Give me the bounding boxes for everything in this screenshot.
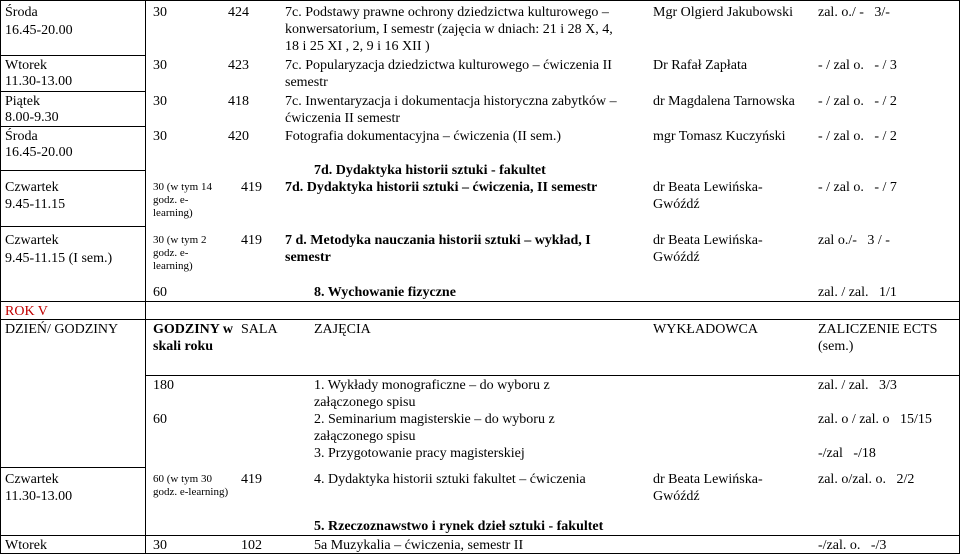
row-divider — [0, 55, 145, 56]
teacher-cell: Dr Rafał Zapłata — [653, 58, 748, 73]
room-cell: 419 — [241, 180, 262, 195]
time-cell: 8.00-9.30 — [5, 110, 59, 125]
credit-cell: -/zal -/18 — [818, 446, 876, 461]
time-cell: 16.45-20.00 — [5, 145, 73, 160]
room-cell: 420 — [228, 129, 249, 144]
credit-cell: zal. o/zal. o. 2/2 — [818, 472, 915, 487]
credit-cell: - / zal o. - / 2 — [818, 129, 897, 144]
subject-cell: 5. Rzeczoznawstwo i rynek dzieł sztuki - fakultet — [314, 519, 604, 534]
subject-cell: 7 d. Metodyka nauczania historii sztuki – wykład, I semestr — [285, 233, 591, 265]
credit-cell: zal. / zal. 3/3 — [818, 378, 897, 393]
subject-cell: 7c. Inwentaryzacja i dokumentacja historyczna zabytków – ćwiczenia II semestr — [285, 94, 617, 126]
room-cell: 102 — [241, 538, 262, 553]
room-cell: 424 — [228, 5, 249, 20]
day-cell: Piątek — [5, 94, 40, 109]
row-divider — [0, 126, 145, 127]
time-cell: 11.30-13.00 — [5, 489, 73, 504]
time-cell: 11.30-13.00 — [5, 74, 73, 89]
subject-cell: 4. Dydaktyka historii sztuki fakultet – ćwiczenia — [314, 472, 586, 487]
hours-cell: 30 — [153, 538, 167, 553]
row-divider — [0, 91, 145, 92]
teacher-cell: dr Magdalena Tarnowska — [653, 94, 795, 109]
hours-cell: 30 (w tym 14 godz. e-learning) — [153, 181, 212, 219]
credit-cell: zal. o / zal. o 15/15 — [818, 412, 932, 427]
time-cell: 9.45-11.15 (I sem.) — [5, 251, 113, 266]
room-cell: 418 — [228, 94, 249, 109]
column-divider — [145, 0, 146, 554]
subject-cell: Fotografia dokumentacyjna – ćwiczenia (II sem.) — [285, 129, 562, 144]
hours-cell: 30 — [153, 5, 167, 20]
day-cell: Czwartek — [5, 233, 59, 248]
row-divider — [0, 170, 145, 171]
subject-cell: 1. Wykłady monograficzne – do wyboru z załączonego spisu — [314, 378, 550, 410]
hours-cell: 30 — [153, 129, 167, 144]
row-divider — [0, 0, 960, 1]
section-heading: 7d. Dydaktyka historii sztuki - fakultet — [314, 163, 546, 178]
hours-cell: 180 — [153, 378, 174, 393]
subject-cell: 2. Seminarium magisterskie – do wyboru z załączonego spisu — [314, 412, 555, 444]
credit-cell: zal. / zal. 1/1 — [818, 285, 897, 300]
room-cell: 419 — [241, 472, 262, 487]
hours-cell: 60 (w tym 30 godz. e-learning) — [153, 473, 229, 498]
credit-cell: - / zal o. - / 3 — [818, 58, 897, 73]
row-divider — [0, 535, 960, 536]
hours-cell: 60 — [153, 285, 167, 300]
time-cell: 9.45-11.15 — [5, 197, 66, 212]
day-cell: Środa — [5, 129, 38, 144]
teacher-cell: dr Beata Lewińska-Gwóźdź — [653, 180, 763, 212]
hours-cell: 30 — [153, 94, 167, 109]
time-cell: 16.45-20.00 — [5, 23, 73, 38]
subject-cell: 7c. Popularyzacja dziedzictwa kulturowego – ćwiczenia II semestr — [285, 58, 612, 90]
row-divider — [0, 319, 960, 320]
teacher-cell: dr Beata Lewińska-Gwóźdź — [653, 472, 763, 504]
row-divider — [0, 226, 145, 227]
year-label: ROK V — [5, 304, 48, 319]
credit-cell: - / zal o. - / 7 — [818, 180, 897, 195]
teacher-cell: Mgr Olgierd Jakubowski — [653, 5, 793, 20]
day-cell: Środa — [5, 5, 38, 20]
header-day: DZIEŃ/ GODZINY — [5, 322, 119, 337]
teacher-cell: mgr Tomasz Kuczyński — [653, 129, 786, 144]
day-cell: Wtorek — [5, 58, 47, 73]
hours-cell: 30 (w tym 2 godz. e-learning) — [153, 234, 207, 272]
table-border-left — [0, 0, 1, 554]
subject-cell: 8. Wychowanie fizyczne — [314, 285, 456, 300]
row-divider — [145, 375, 960, 376]
hours-cell: 30 — [153, 58, 167, 73]
subject-cell: 7c. Podstawy prawne ochrony dziedzictwa kulturowego – konwersatorium, I semestr (zajęcia w dniach: 21 i 28 X, 4, 18 i 25 XI , 2, 9 i 16 XII ) — [285, 5, 613, 54]
subject-cell: 5a Muzykalia – ćwiczenia, semestr II — [314, 538, 524, 553]
room-cell: 419 — [241, 233, 262, 248]
header-credit: ZALICZENIE ECTS (sem.) — [818, 322, 938, 354]
header-subject: ZAJĘCIA — [314, 322, 371, 337]
day-cell: Czwartek — [5, 472, 59, 487]
hours-cell: 60 — [153, 412, 167, 427]
credit-cell: - / zal o. - / 2 — [818, 94, 897, 109]
row-divider — [0, 301, 960, 302]
header-hours: GODZINY w skali roku — [153, 322, 233, 354]
day-cell: Wtorek — [5, 538, 47, 553]
credit-cell: zal o./- 3 / - — [818, 233, 890, 248]
header-teacher: WYKŁADOWCA — [653, 322, 758, 337]
subject-cell: 7d. Dydaktyka historii sztuki – ćwiczenia, II semestr — [285, 180, 598, 195]
credit-cell: zal. o./ - 3/- — [818, 5, 890, 20]
row-divider — [0, 467, 145, 468]
credit-cell: -/zal. o. -/3 — [818, 538, 887, 553]
teacher-cell: dr Beata Lewińska-Gwóźdź — [653, 233, 763, 265]
day-cell: Czwartek — [5, 180, 59, 195]
header-room: SALA — [241, 322, 278, 337]
subject-cell: 3. Przygotowanie pracy magisterskiej — [314, 446, 525, 461]
room-cell: 423 — [228, 58, 249, 73]
